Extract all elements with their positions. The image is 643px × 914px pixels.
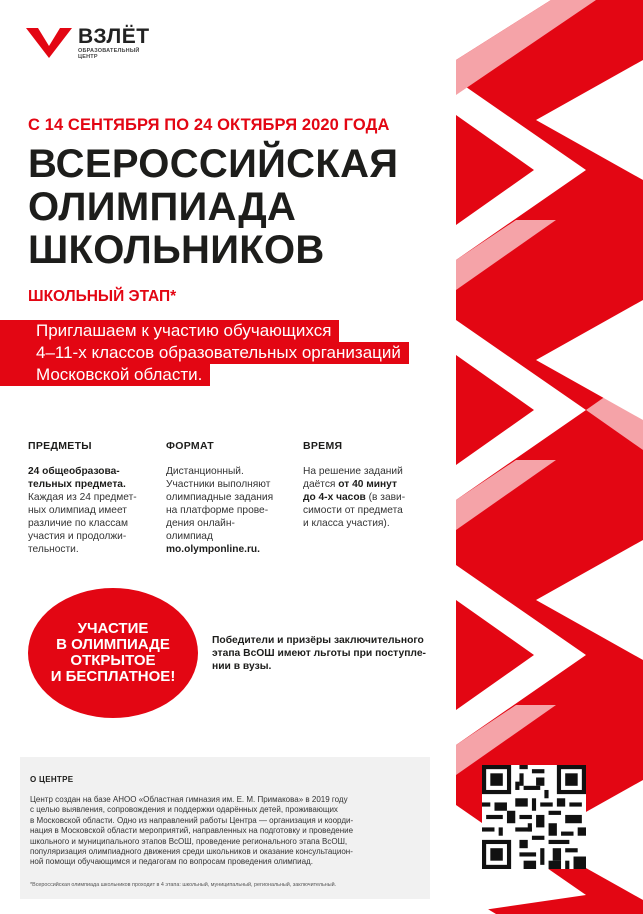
title-line: ОЛИМПИАДА bbox=[28, 185, 297, 229]
time-heading: ВРЕМЯ bbox=[303, 440, 343, 452]
winners-line: этапа ВсОШ имеют льготы при поступле- bbox=[212, 648, 426, 659]
time-text: (в зави- bbox=[365, 492, 406, 503]
format-text: олимпиад bbox=[166, 531, 213, 542]
about-box bbox=[20, 757, 430, 899]
about-line: ной помощи обучающимся и педагогам по вопросам проведения олимпиад. bbox=[30, 857, 313, 867]
title-line: ШКОЛЬНИКОВ bbox=[28, 228, 325, 272]
title-line: ВСЕРОССИЙСКАЯ bbox=[28, 142, 399, 186]
invite-line: Московской области. bbox=[0, 364, 210, 386]
about-line: нация в Московской области мероприятий, направленных на подготовку и проведение bbox=[30, 826, 354, 836]
format-text: Дистанционный. bbox=[166, 466, 244, 477]
free-participation-badge bbox=[28, 588, 198, 718]
subjects-text: ных олимпиад имеет bbox=[28, 505, 127, 516]
winners-note bbox=[212, 634, 437, 673]
subjects-text: участия и продолжи- bbox=[28, 531, 127, 542]
time-text: даётся bbox=[303, 479, 339, 490]
format-text: Участники выполняют bbox=[166, 479, 271, 490]
subjects-text: Каждая из 24 предмет- bbox=[28, 492, 137, 503]
qr-code-icon bbox=[482, 765, 586, 869]
badge-line: ОТКРЫТОЕ bbox=[70, 652, 156, 669]
about-line: популяризация олимпиадного движения среди школьников и оказание консультацион- bbox=[30, 847, 353, 857]
subjects-column bbox=[28, 440, 158, 556]
invite-banner bbox=[28, 320, 409, 386]
time-text: и класса участия). bbox=[303, 518, 390, 529]
footnote: *Всероссийская олимпиада школьников проходит в 4 этапа: школьный, муниципальный, региональный, заключительный. bbox=[30, 882, 337, 888]
badge-line: И БЕСПЛАТНОЕ! bbox=[50, 668, 176, 685]
about-line: школьного и муниципального этапов ВсОШ, проведение регионального этапа ВсОШ, bbox=[30, 836, 348, 846]
subjects-bold: 24 общеобразова- bbox=[28, 466, 120, 477]
logo-sub-line1: ОБРАЗОВАТЕЛЬНЫЙ bbox=[78, 48, 140, 54]
time-text: симости от предмета bbox=[303, 505, 403, 516]
format-text: олимпиадные задания bbox=[166, 492, 274, 503]
format-heading: ФОРМАТ bbox=[166, 440, 215, 452]
winners-line: нии в вузы. bbox=[212, 661, 272, 672]
about-line: Центр создан на базе АНОО «Областная гимназия им. Е. М. Примакова» в 2019 году bbox=[30, 795, 348, 804]
page-title bbox=[28, 143, 398, 272]
invite-line: 4–11-х классов образовательных организаций bbox=[0, 342, 409, 364]
about-line: в Московской области. Одно из направлений работы Центра — организация и коорди- bbox=[30, 815, 354, 825]
subjects-bold: тельных предмета. bbox=[28, 479, 126, 490]
olymponline-link[interactable]: mo.olymponline.ru. bbox=[166, 544, 260, 555]
time-column bbox=[303, 440, 433, 530]
time-bold: от 40 минут bbox=[338, 479, 397, 490]
time-bold: до 4-х часов bbox=[303, 492, 366, 503]
format-column bbox=[166, 440, 296, 556]
logo-sub-line2: ЦЕНТР bbox=[78, 54, 98, 60]
format-text: дения онлайн- bbox=[166, 518, 235, 529]
stage-label: ШКОЛЬНЫЙ ЭТАП* bbox=[28, 288, 177, 305]
winners-line: Победители и призёры заключительного bbox=[212, 635, 424, 646]
time-text: На решение заданий bbox=[303, 466, 403, 477]
badge-line: УЧАСТИЕ bbox=[77, 620, 149, 637]
about-text bbox=[30, 795, 428, 868]
vzlet-logo-icon bbox=[26, 28, 72, 58]
about-heading: О ЦЕНТРЕ bbox=[30, 775, 74, 784]
logo bbox=[26, 26, 150, 60]
subjects-heading: ПРЕДМЕТЫ bbox=[28, 440, 92, 452]
format-text: на платформе прове- bbox=[166, 505, 269, 516]
dates-heading: С 14 СЕНТЯБРЯ ПО 24 ОКТЯБРЯ 2020 ГОДА bbox=[28, 116, 390, 134]
badge-line: В ОЛИМПИАДЕ bbox=[56, 636, 170, 653]
subjects-text: различие по классам bbox=[28, 518, 128, 529]
invite-line: Приглашаем к участию обучающихся bbox=[0, 320, 339, 342]
about-line: с целью выявления, сопровождения и поддержки одарённых детей, проживающих bbox=[30, 805, 338, 815]
subjects-text: тельности. bbox=[28, 544, 79, 555]
logo-name: ВЗЛЁТ bbox=[78, 25, 150, 48]
